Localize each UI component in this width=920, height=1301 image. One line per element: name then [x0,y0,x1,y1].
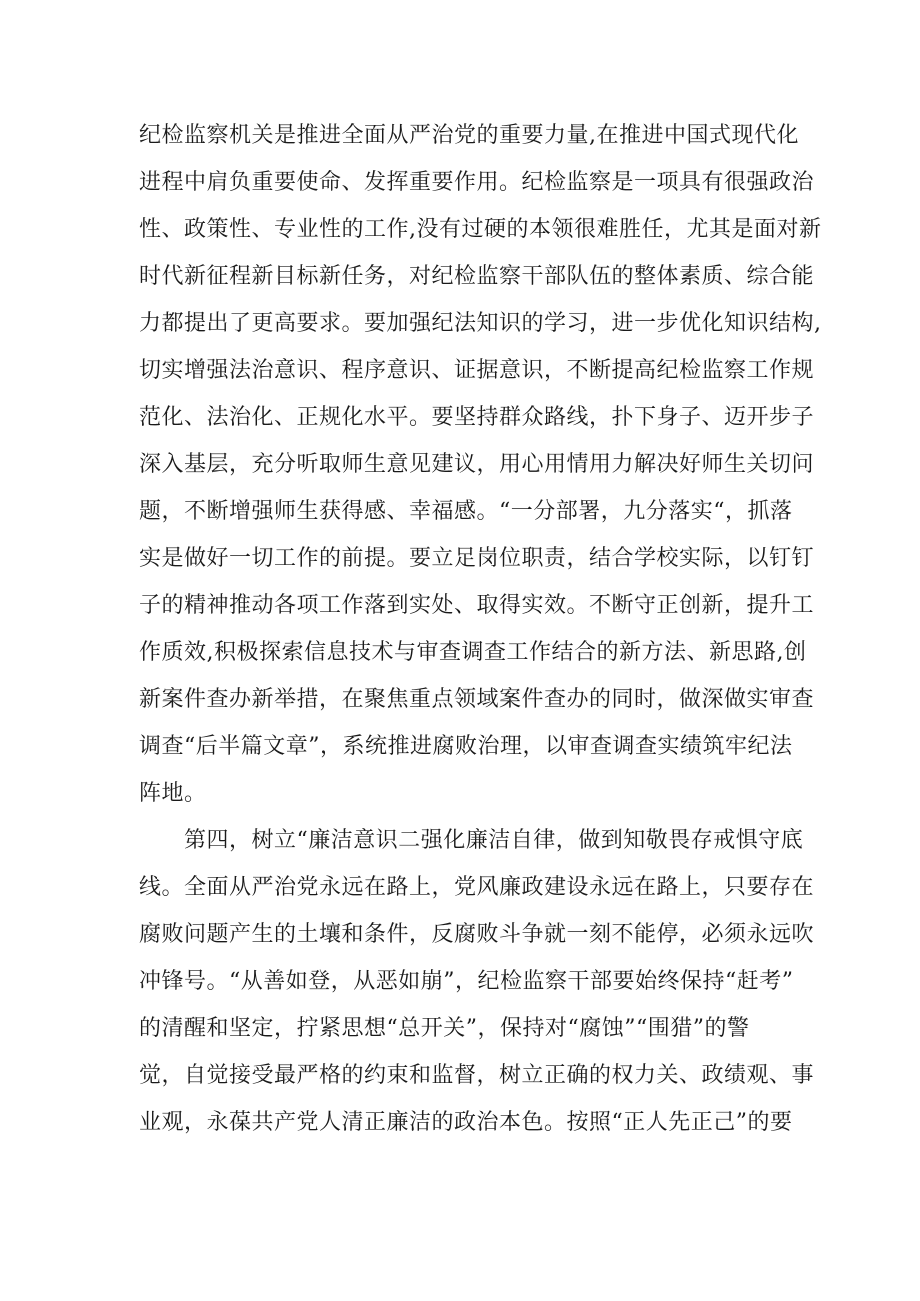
text-line: 腐败问题产生的土壤和条件，反腐败斗争就一刻不能停，必须永远吹 [139,922,815,947]
text-line: 觉，自觉接受最严格的约束和监督，树立正确的权力关、政绩观、事 [139,1063,815,1088]
paragraph-1 [139,112,822,817]
text-line: 作质效,积极探索信息技术与审查调查工作结合的新方法、新思路,创 [139,640,807,665]
text-line: 的清醒和坚定，拧紧思想“总开关”，保持对“腐蚀”“围猎”的警 [139,1016,750,1041]
text-line: 性、政策性、专业性的工作,没有过硬的本领很难胜任，尤其是面对新 [139,217,822,242]
text-line: 时代新征程新目标新任务，对纪检监察干部队伍的整体素质、综合能 [139,264,815,289]
text-line: 纪检监察机关是推进全面从严治党的重要力量,在推进中国式现代化 [139,123,799,148]
text-line: 冲锋号。“从善如登，从恶如崩”，纪检监察干部要始终保持“赶考” [139,969,794,994]
text-line: 切实增强法治意识、程序意识、证据意识，不断提高纪检监察工作规 [139,358,815,383]
text-line: 新案件查办新举措，在聚焦重点领域案件查办的同时，做深做实审查 [139,687,815,712]
text-line: 第四，树立“廉洁意识二强化廉洁自律，做到知敬畏存戒惧守底 [139,828,804,853]
text-line: 范化、法治化、正规化水平。要坚持群众路线，扑下身子、迈开步子 [139,405,815,430]
document-body [139,112,822,1146]
text-line: 题，不断增强师生获得感、幸福感。“一分部署，九分落实“，抓落 [139,499,793,524]
text-line: 力都提出了更高要求。要加强纪法知识的学习，进一步优化知识结构, [139,311,822,336]
text-line: 深入基层，充分听取师生意见建议，用心用情用力解决好师生关切问 [139,452,815,477]
text-line: 阵地。 [139,781,207,806]
text-line: 线。全面从严治党永远在路上，党风廉政建设永远在路上，只要存在 [139,875,815,900]
paragraph-2 [139,817,815,1146]
text-line: 子的精神推动各项工作落到实处、取得实效。不断守正创新，提升工 [139,593,815,618]
text-line: 业观，永葆共产党人清正廉洁的政治本色。按照“正人先正己”的要 [139,1110,793,1135]
text-line: 调查“后半篇文章”，系统推进腐败治理，以审查调查实绩筑牢纪法 [139,734,793,759]
text-line: 进程中肩负重要使命、发挥重要作用。纪检监察是一项具有很强政治 [139,170,815,195]
text-line: 实是做好一切工作的前提。要立足岗位职责，结合学校实际，以钉钉 [139,546,815,571]
